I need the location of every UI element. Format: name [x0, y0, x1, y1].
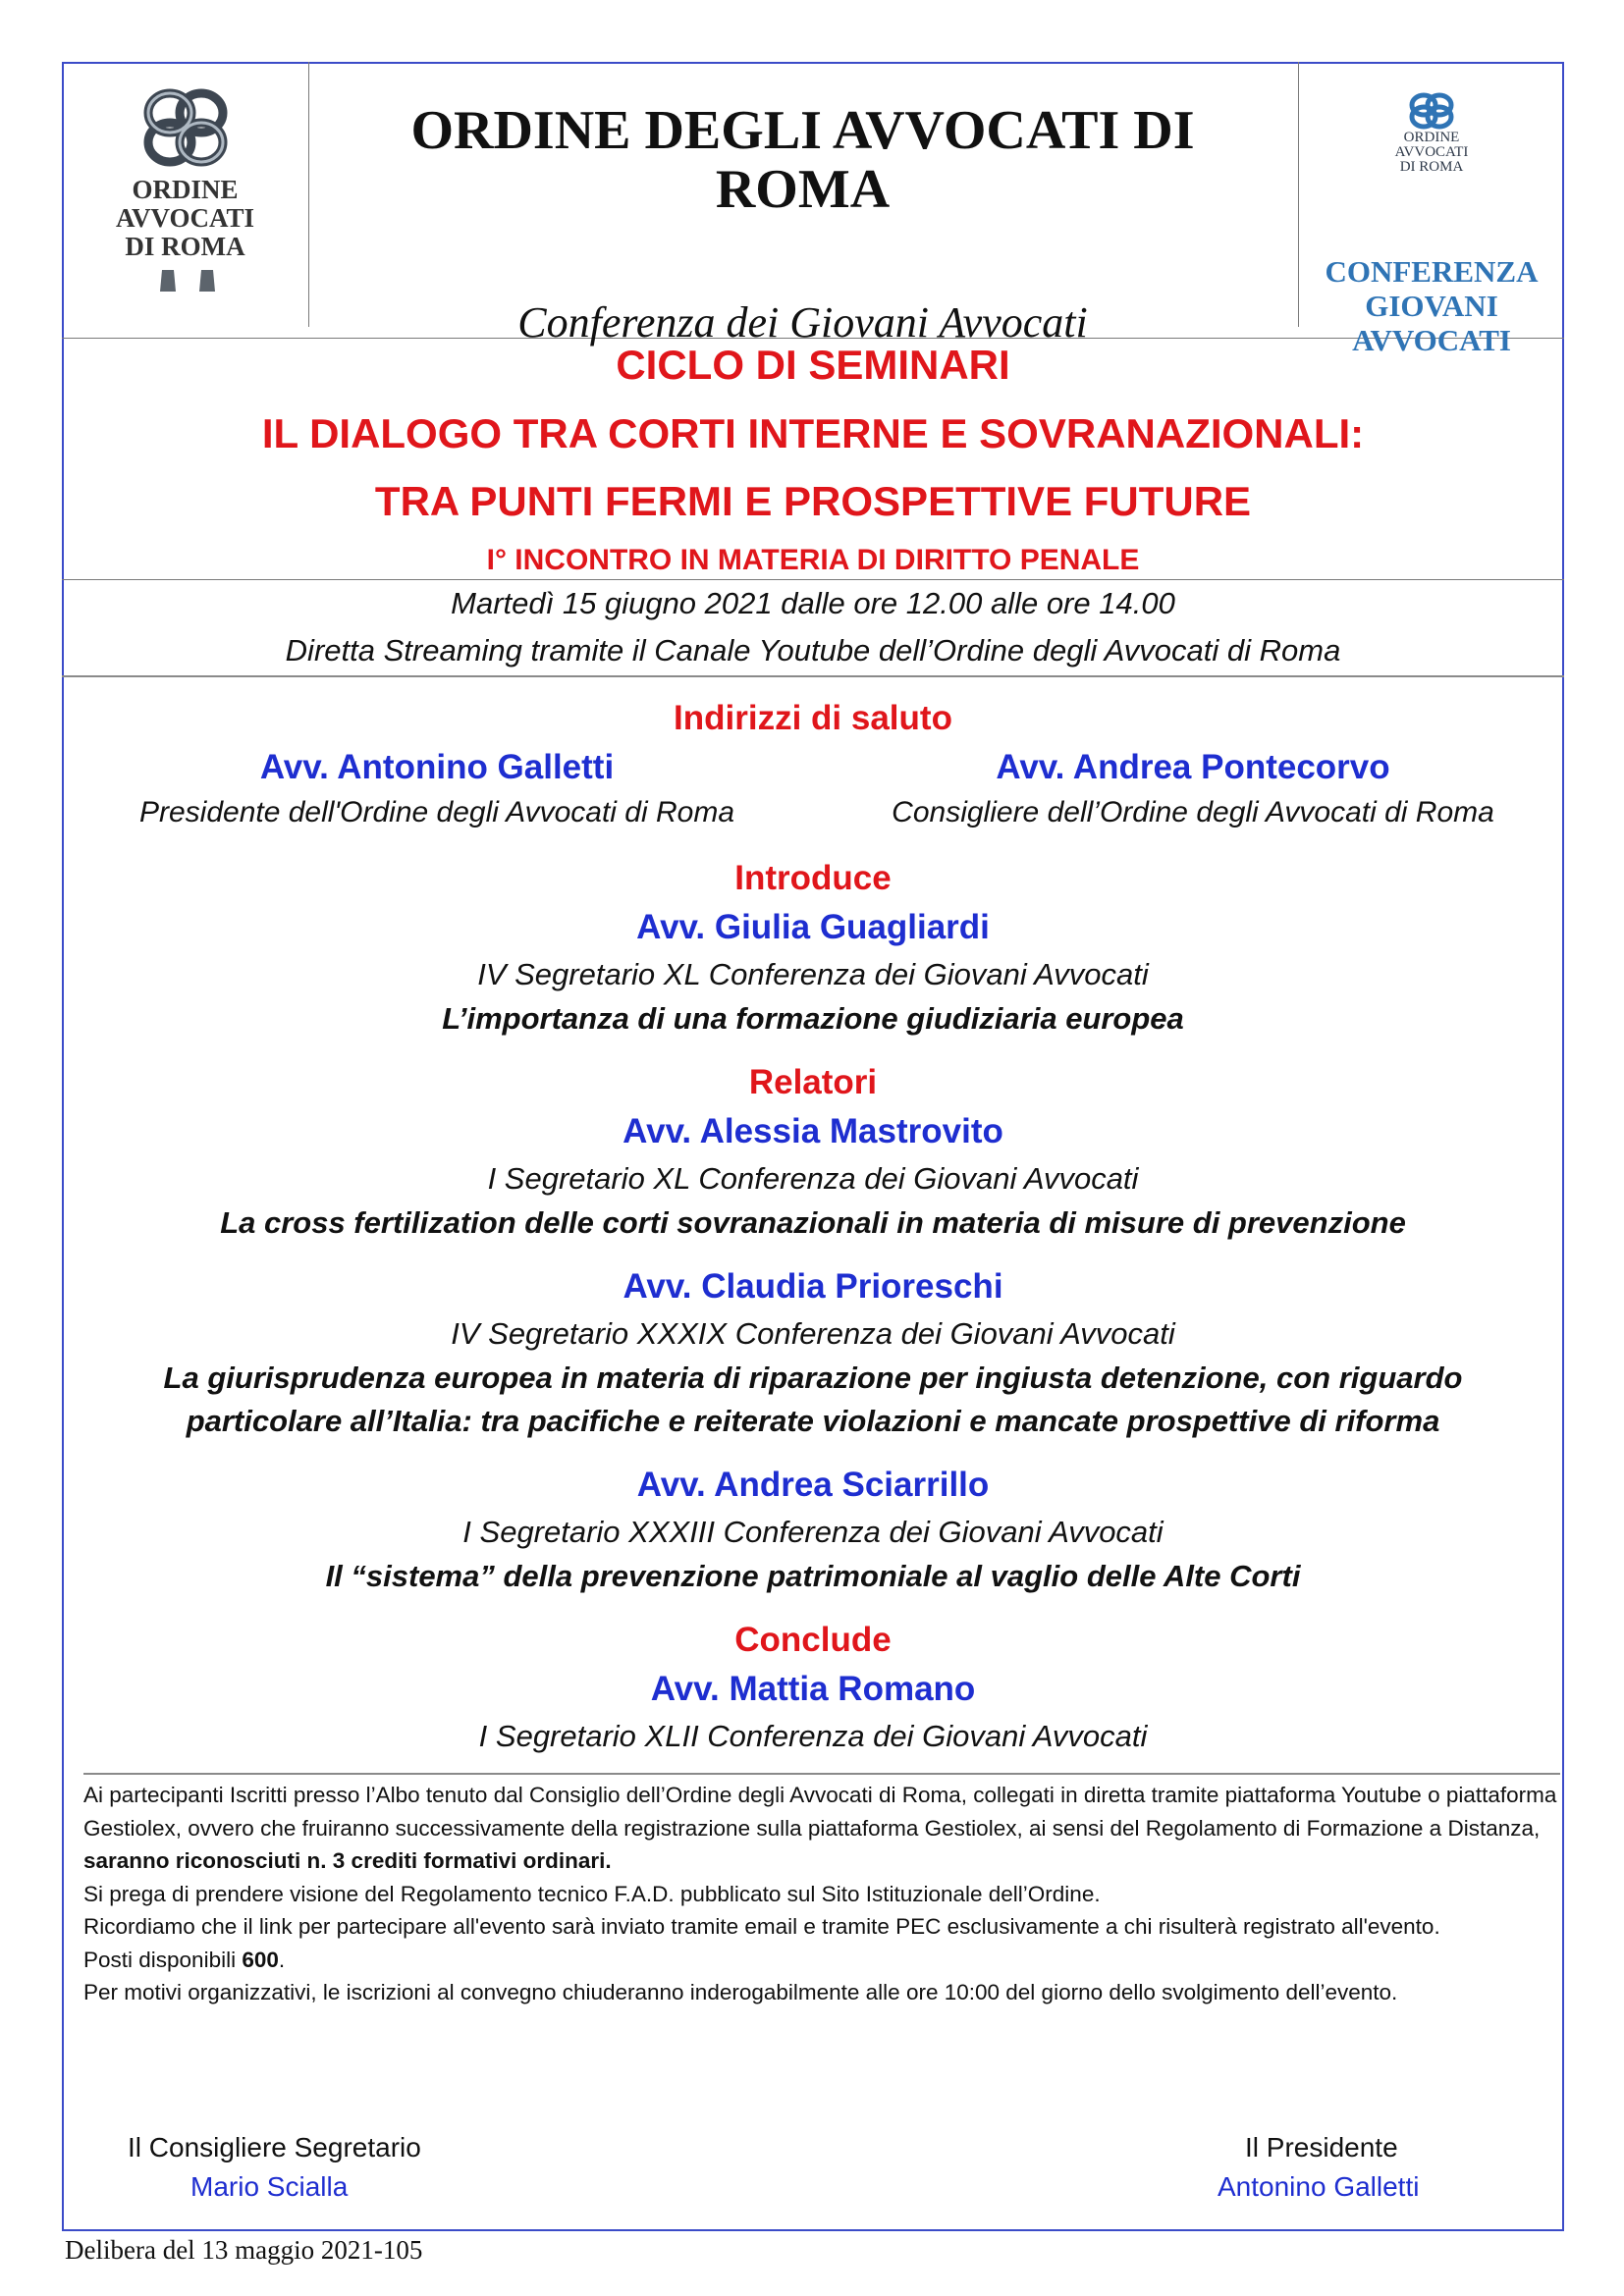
seminar-meeting-label: I° INCONTRO IN MATERIA DI DIRITTO PENALE: [486, 544, 1140, 576]
logo-line-3: DI ROMA: [125, 232, 245, 261]
ordine-logo-cell: [62, 62, 309, 327]
speaker-2-role: IV Segretario XXXIX Conferenza dei Giovani Avvocati: [451, 1316, 1175, 1351]
conf-line-2: GIOVANI: [1365, 289, 1498, 323]
notes-credits-bold: saranno riconosciuti n. 3 crediti formativi ordinari.: [83, 1848, 612, 1873]
conferenza-emblem-icon: [1402, 91, 1461, 131]
seminar-main-subtitle: TRA PUNTI FERMI E PROSPETTIVE FUTURE: [374, 478, 1252, 524]
signature-left-name: Mario Scialla: [190, 2171, 349, 2202]
notes-credits-text: Ai partecipanti Iscritti presso l’Albo tenuto dal Consiglio dell’Ordine degli Avvocati di Roma, collegati in diretta tramite piattaforma Youtube o piattaforma Gestiolex, ovvero che fruiranno successivamente della registrazione sulla piattaforma Gestiolex, ai sensi del Regolamento di Formazione a Distanza,: [83, 1783, 1557, 1841]
title-line-2: ROMA: [715, 159, 891, 220]
greeting-speaker-2-role: Consigliere dell’Ordine degli Avvocati di Roma: [892, 796, 1494, 828]
notes-paragraph-seats: [83, 1944, 1560, 1977]
speaker-1-topic: La cross fertilization delle corti sovranazionali in materia di misure di prevenzione: [220, 1205, 1406, 1240]
conferenza-small-text: [1299, 131, 1564, 175]
speaker-3-role: I Segretario XXXIII Conferenza dei Giovani Avvocati: [462, 1515, 1164, 1549]
small-line-3: DI ROMA: [1399, 159, 1464, 175]
greetings-heading: Indirizzi di saluto: [674, 699, 952, 737]
conferenza-logo-cell: [1298, 62, 1564, 357]
signature-right-title: Il Presidente: [1245, 2132, 1398, 2163]
conf-line-1: CONFERENZA: [1325, 254, 1539, 289]
greeting-speaker-1-role: Presidente dell'Ordine degli Avvocati di Roma: [138, 796, 735, 828]
logo-line-1: ORDINE: [132, 175, 239, 204]
speaker-3-topic: Il “sistema” della prevenzione patrimoniale al vaglio delle Alte Corti: [325, 1559, 1301, 1593]
conclusion-speaker-role: I Segretario XLII Conferenza dei Giovani Avvocati: [478, 1719, 1148, 1753]
seminar-cycle-title: CICLO DI SEMINARI: [616, 342, 1010, 388]
event-date: Martedì 15 giugno 2021 dalle ore 12.00 alle ore 14.00: [451, 586, 1175, 620]
notes-seats-end: .: [278, 1947, 286, 1972]
speaker-1-name: Avv. Alessia Mastrovito: [623, 1112, 1003, 1150]
greeting-speaker-2-name: Avv. Andrea Pontecorvo: [996, 748, 1390, 786]
knot-emblem-icon: [136, 83, 235, 174]
participation-notes: [83, 1779, 1560, 2009]
page-title: [309, 101, 1296, 219]
speakers-heading: Relatori: [748, 1063, 878, 1101]
letterhead: [62, 62, 1564, 357]
speaker-3-name: Avv. Andrea Sciarrillo: [636, 1466, 990, 1504]
delibera-note: Delibera del 13 maggio 2021-105: [65, 2235, 423, 2265]
notes-paragraph-credits: [83, 1779, 1560, 1878]
signature-left-title: Il Consigliere Segretario: [128, 2132, 421, 2163]
intro-speaker-role: IV Segretario XL Conferenza dei Giovani Avvocati: [477, 957, 1149, 991]
signature-right-name: Antonino Galletti: [1218, 2171, 1420, 2202]
title-line-1: ORDINE DEGLI AVVOCATI DI: [410, 100, 1195, 161]
conclusion-speaker-name: Avv. Mattia Romano: [650, 1670, 976, 1708]
ordine-logo-text: [62, 176, 308, 261]
notes-seats-count: 600: [242, 1947, 279, 1972]
intro-topic: L’importanza di una formazione giudiziaria europea: [442, 1001, 1184, 1036]
notes-paragraph-deadline: Per motivi organizzativi, le iscrizioni al convegno chiuderanno inderogabilmente alle ore 10:00 del giorno dello svolgimento dell’evento.: [83, 1980, 1398, 2004]
page-subtitle: Conferenza dei Giovani Avvocati: [517, 298, 1088, 347]
conf-line-3: AVVOCATI: [1352, 323, 1511, 357]
speaker-1-role: I Segretario XL Conferenza dei Giovani Avvocati: [487, 1161, 1139, 1196]
columns-icon: [148, 268, 227, 294]
small-line-2: AVVOCATI: [1394, 144, 1469, 160]
intro-speaker-name: Avv. Giulia Guagliardi: [636, 908, 990, 946]
small-line-1: ORDINE: [1403, 130, 1460, 145]
speaker-2-topic-line-1: La giurisprudenza europea in materia di riparazione per ingiusta detenzione, con riguardo: [163, 1361, 1463, 1395]
notes-paragraph-link: Ricordiamo che il link per partecipare all'evento sarà inviato tramite email e tramite PEC esclusivamente a chi risulterà registrato all'evento.: [83, 1914, 1440, 1939]
speaker-2-topic-line-2: particolare all’Italia: tra pacifiche e reiterate violazioni e mancate prospettive di riforma: [186, 1404, 1440, 1438]
notes-paragraph-regulation: Si prega di prendere visione del Regolamento tecnico F.A.D. pubblicato sul Sito Istituzionale dell’Ordine.: [83, 1881, 1101, 1906]
notes-seats-text: Posti disponibili: [83, 1947, 243, 1972]
greeting-speaker-1-name: Avv. Antonino Galletti: [259, 748, 615, 786]
speaker-2-name: Avv. Claudia Prioreschi: [623, 1267, 1003, 1306]
conclusion-heading: Conclude: [734, 1621, 892, 1659]
logo-line-2: AVVOCATI: [116, 203, 254, 233]
notes-divider: [83, 1773, 1560, 1775]
event-stream: Diretta Streaming tramite il Canale Youtube dell’Ordine degli Avvocati di Roma: [285, 633, 1341, 667]
intro-heading: Introduce: [734, 859, 892, 897]
seminar-main-title: IL DIALOGO TRA CORTI INTERNE E SOVRANAZIONALI:: [261, 410, 1365, 456]
